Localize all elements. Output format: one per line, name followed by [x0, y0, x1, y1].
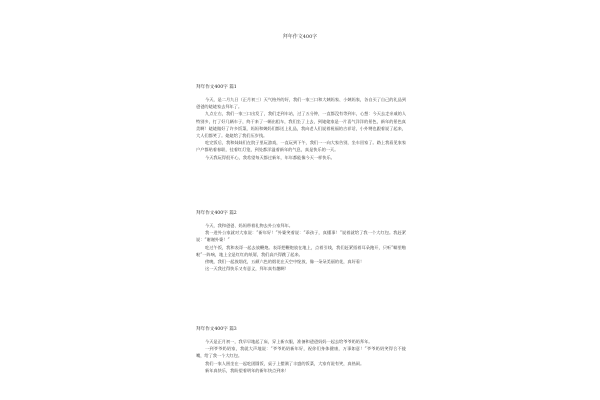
- essay-paragraph: 吃完饭后，我和妹妹们在院子里玩游戏，一直玩到下午，我们一一向大家告别，坐车回家了。路上我看见家家户户都贴着春联，挂着红灯笼，到处都洋溢着新年的气息，真是快乐的一天。: [196, 140, 407, 153]
- essay-paragraph: 一到爷爷奶奶家，我就大声地说：“爷爷奶奶新年好，祝你们身体健康，万事如意！”爷爷奶奶笑得合不拢嘴，给了我一个大红包。: [196, 346, 406, 359]
- essay-paragraph: 九点左右，我们一家三口出发了，我们走到车站，过了五分钟，一直都没有等到车，心想：今天去走亲戚的人特别多，打了好几辆车子，终于来了一辆出租车，我们坐了上去，到姥姥家是一片喜气洋洋的景色，新年的景色真美啊！姥姥做好了许多饭菜，妈妈和姨妈们都送上礼品，我向老人们说着祝福的吉祥话，小外甥也跟着说了起来，大人们都笑了。姥姥给了我们压岁钱。: [196, 111, 407, 139]
- essay-section-1: [196, 84, 406, 161]
- essay-paragraph: 今天，是二月九日（正月初三）天气格外的好，我们一家三口和大姨妈家、小姨妈家，各自买了自己的礼品到爸爸的姥姥家去拜年了。: [196, 97, 407, 110]
- document-title: 拜年作文400字: [282, 34, 318, 40]
- essay-section-3: [196, 326, 406, 374]
- essay-paragraph: 我们一家人围坐在一起吃团圆饭，桌子上摆满了丰盛的饭菜，大家有说有笑，真热闹。: [205, 360, 365, 366]
- essay-paragraph: 今天我玩得很开心，我希望每天都过新年，年年都能像今天一样快乐。: [205, 154, 335, 160]
- essay-paragraph: 新年真快乐，我盼望着明年的新年快点到来！: [205, 367, 289, 373]
- essay-section-2: [196, 210, 406, 272]
- essay-paragraph: 傍晚，我们一起放烟花，五颜六色的烟花在天空中绽放，像一朵朵美丽的花，真好看！: [205, 259, 365, 265]
- essay-heading: 拜年作文400字 篇1: [196, 85, 237, 90]
- essay-heading: 拜年作文400字 篇2: [196, 211, 237, 216]
- essay-paragraph: 这一天我过得快乐又有意义，拜年真有趣啊！: [205, 266, 289, 272]
- essay-heading: 拜年作文400字 篇3: [196, 327, 237, 332]
- essay-paragraph: 今天是正月初一，我早早地起了床，穿上新衣服，准备和爸爸妈妈一起去给爷爷奶奶拜年。: [205, 339, 373, 344]
- essay-paragraph: 今天，我和爸爸、妈妈带着礼物去外公家拜年。: [205, 223, 293, 228]
- essay-paragraph: 吃过午饭，我和表哥一起去放鞭炮。表哥把鞭炮放在地上，点着引线，我们赶紧捂着耳朵跑开，只听“噼里啪啦”一阵响，地上全是红红的纸屑，我们高兴得跳了起来。: [196, 244, 406, 257]
- essay-paragraph: 我一进外公家就对大家说：“新年好！”外婆笑着说：“乖孩子，真懂事！”说着就给了我一个大红包。我赶紧说：“谢谢外婆！”: [196, 230, 406, 243]
